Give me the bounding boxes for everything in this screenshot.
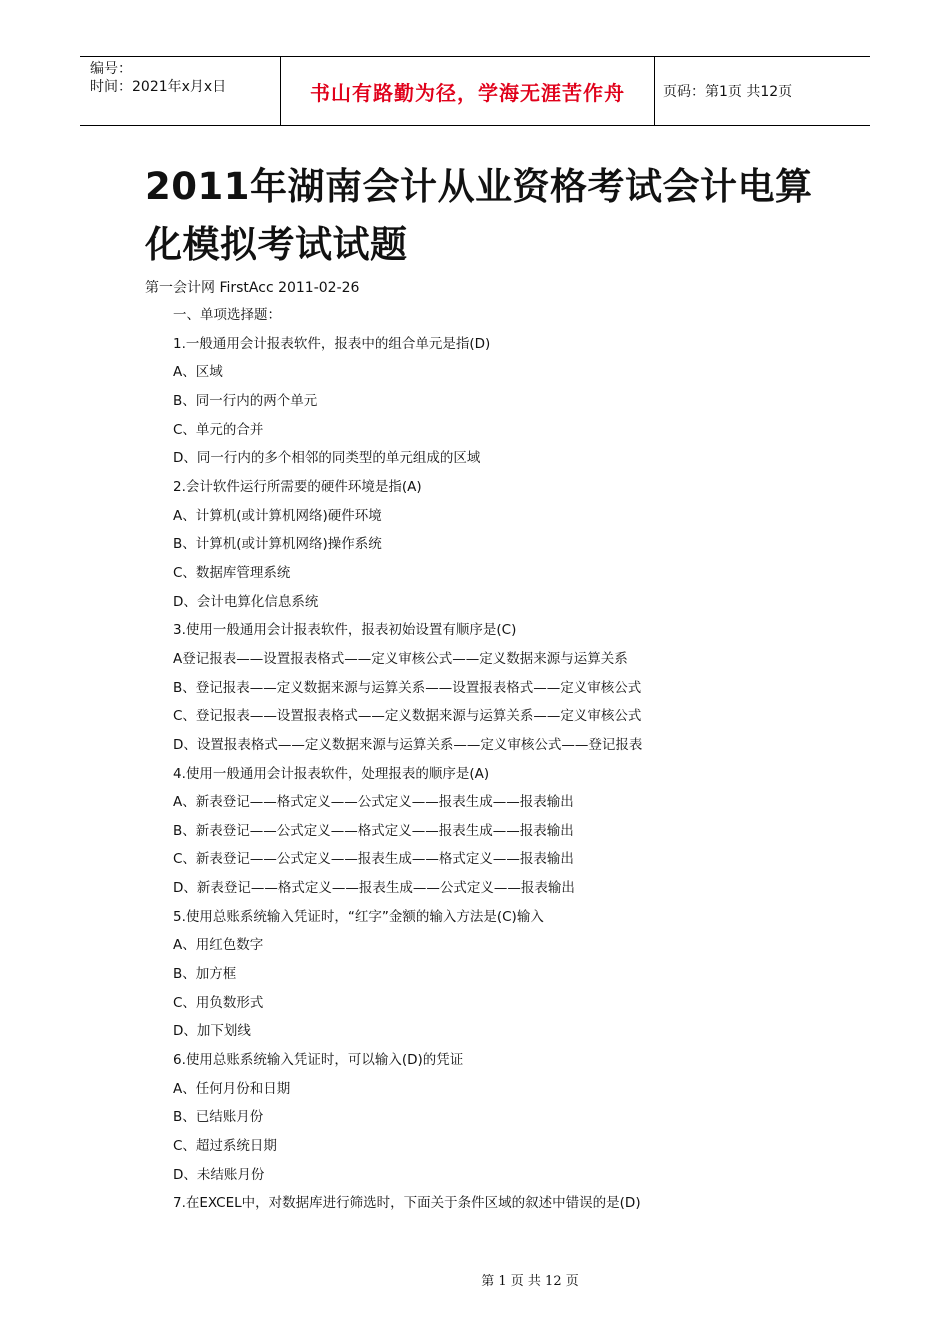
text-line: B、已结账月份	[173, 1109, 264, 1126]
text-line: 一、单项选择题：	[173, 307, 281, 323]
document-header	[80, 56, 870, 126]
text-line: D、同一行内的多个相邻的同类型的单元组成的区域	[173, 450, 481, 467]
text-line: B、同一行内的两个单元	[173, 392, 318, 409]
text-line: A、新表登记——格式定义——公式定义——报表生成——报表输出	[173, 794, 574, 811]
text-line: 6.使用总账系统输入凭证时，可以输入(D)的凭证	[173, 1052, 464, 1069]
motto: 书山有路勤为径，学海无涯苦作舟	[310, 80, 625, 105]
text-line: B、加方框	[173, 966, 237, 983]
header-info-cell	[80, 57, 281, 125]
text-line: D、会计电算化信息系统	[173, 593, 319, 610]
text-line: B、新表登记——公式定义——格式定义——报表生成——报表输出	[173, 822, 574, 839]
header-motto-cell	[281, 57, 655, 125]
question-list	[173, 306, 642, 1223]
text-line: D、未结账月份	[173, 1166, 265, 1183]
text-line: 4.使用一般通用会计报表软件，处理报表的顺序是(A)	[173, 765, 490, 782]
time-label: 时间：2021年x月x日	[90, 79, 227, 95]
text-line: C、用负数形式	[173, 994, 264, 1011]
text-line: B、计算机(或计算机网络)操作系统	[173, 536, 382, 553]
text-line: A、任何月份和日期	[173, 1080, 291, 1097]
text-line: D、新表登记——格式定义——报表生成——公式定义——报表输出	[173, 880, 575, 897]
text-line: C、超过系统日期	[173, 1138, 277, 1155]
page-footer	[0, 1270, 950, 1289]
text-line: B、登记报表——定义数据来源与运算关系——设置报表格式——定义审核公式	[173, 679, 642, 696]
text-line: A、用红色数字	[173, 937, 264, 954]
text-line: D、加下划线	[173, 1023, 251, 1040]
text-line: C、数据库管理系统	[173, 564, 291, 581]
text-line: 2.会计软件运行所需要的硬件环境是指(A)	[173, 478, 422, 495]
source-line: 第一会计网 FirstAcc 2011-02-26	[145, 280, 360, 296]
text-line: A、区域	[173, 364, 223, 381]
text-line: 3.使用一般通用会计报表软件，报表初始设置有顺序是(C)	[173, 622, 517, 639]
text-line: C、单元的合并	[173, 421, 264, 438]
page-info: 页码：第1页 共12页	[663, 84, 793, 100]
text-line: C、新表登记——公式定义——报表生成——格式定义——报表输出	[173, 851, 574, 868]
document-title: 2011年湖南会计从业资格考试会计电算化模拟考试试题	[145, 165, 813, 266]
header-page-cell	[655, 57, 870, 125]
text-line: 5.使用总账系统输入凭证时，“红字”金额的输入方法是(C)输入	[173, 908, 544, 925]
footer-page-number: 第 1 页 共 12 页	[481, 1274, 579, 1289]
text-line: C、登记报表——设置报表格式——定义数据来源与运算关系——定义审核公式	[173, 708, 642, 725]
text-line: A登记报表——设置报表格式——定义审核公式——定义数据来源与运算关系	[173, 650, 628, 667]
text-line: D、设置报表格式——定义数据来源与运算关系——定义审核公式——登记报表	[173, 736, 643, 753]
text-line: A、计算机(或计算机网络)硬件环境	[173, 507, 382, 524]
text-line: 7.在EXCEL中，对数据库进行筛选时，下面关于条件区域的叙述中错误的是(D)	[173, 1195, 641, 1212]
text-line: 1.一般通用会计报表软件，报表中的组合单元是指(D)	[173, 335, 491, 352]
number-label: 编号：	[90, 61, 132, 77]
